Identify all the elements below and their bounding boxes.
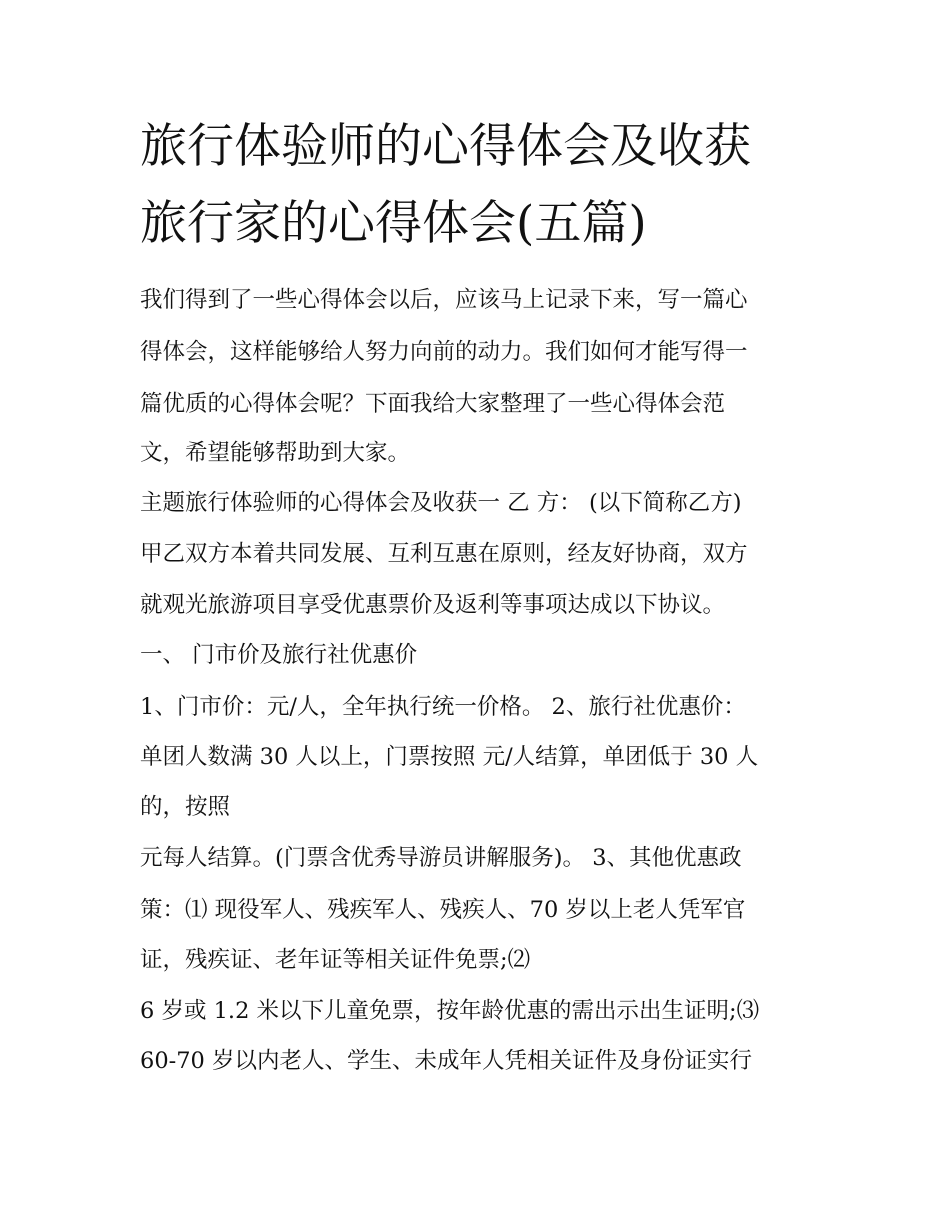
paragraph-line: 得体会，这样能够给人努力向前的动力。我们如何才能写得一: [140, 339, 748, 365]
section-heading: 一、 门市价及旅行社优惠价: [140, 642, 418, 668]
paragraph-line: 60-70 岁以内老人、学生、未成年人凭相关证件及身份证实行: [140, 1048, 753, 1074]
paragraph-line: 就观光旅游项目享受优惠票价及返利等事项达成以下协议。: [140, 592, 726, 618]
paragraph-line: 策：⑴ 现役军人、残疾军人、残疾人、70 岁以上老人凭军官: [140, 897, 746, 923]
document-title-line-2: 旅行家的心得体会(五篇): [140, 196, 647, 251]
paragraph-line: 6 岁或 1.2 米以下儿童免票，按年龄优惠的需出示出生证明;⑶: [140, 998, 760, 1024]
document-title-line-1: 旅行体验师的心得体会及收获: [140, 119, 751, 174]
paragraph-line: 主题旅行体验师的心得体会及收获一 乙 方： (以下简称乙方): [140, 490, 742, 516]
paragraph-line: 证，残疾证、老年证等相关证件免票;⑵: [140, 947, 531, 973]
paragraph-line: 的，按照: [140, 794, 231, 820]
paragraph-line: 1、门市价：元/人，全年执行统一价格。 2、旅行社优惠价：: [140, 694, 746, 720]
paragraph-line: 单团人数满 30 人以上，门票按照 元/人结算，单团低于 30 人: [140, 744, 759, 770]
paragraph-line: 甲乙双方本着共同发展、互利互惠在原则，经友好协商，双方: [140, 541, 748, 567]
paragraph-line: 文，希望能够帮助到大家。: [140, 440, 411, 466]
paragraph-line: 篇优质的心得体会呢？下面我给大家整理了一些心得体会范: [140, 391, 726, 417]
paragraph-line: 我们得到了一些心得体会以后，应该马上记录下来，写一篇心: [140, 287, 748, 313]
paragraph-line: 元每人结算。(门票含优秀导游员讲解服务)。 3、其他优惠政: [140, 845, 742, 871]
